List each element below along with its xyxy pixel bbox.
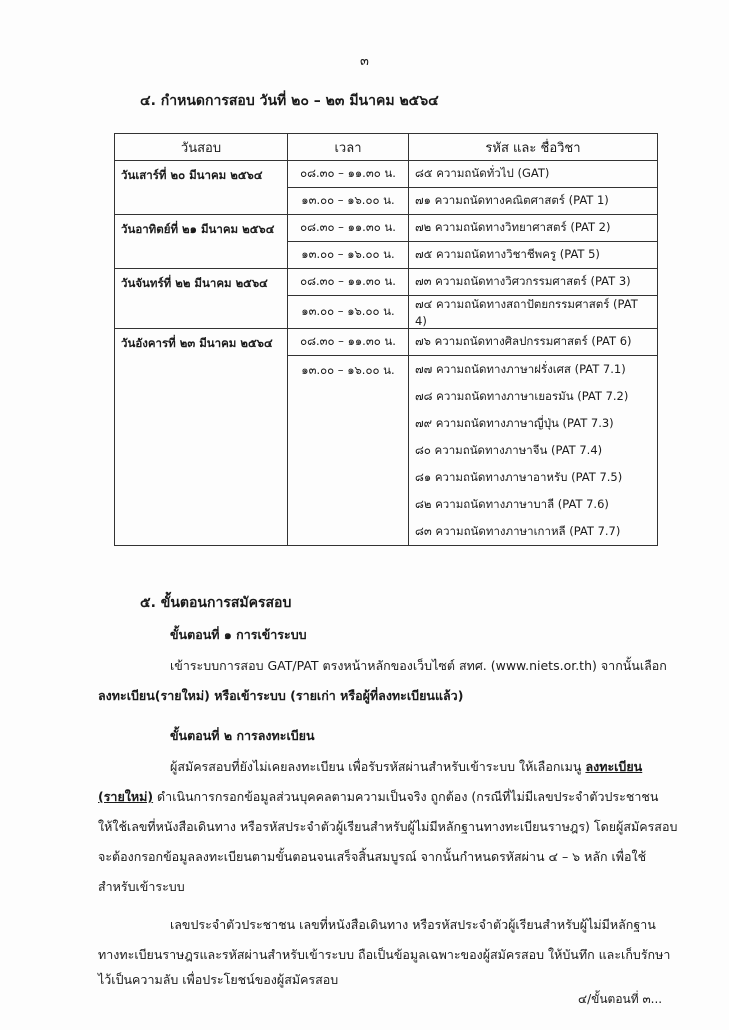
exam-time: ๑๓.๐๐ – ๑๖.๐๐ น. xyxy=(288,242,409,269)
exam-time: ๑๓.๐๐ – ๑๖.๐๐ น. xyxy=(288,296,409,329)
header-subject: รหัส และ ชื่อวิชา xyxy=(409,134,658,161)
exam-day: วันอาทิตย์ที่ ๒๑ มีนาคม ๒๕๖๔ xyxy=(115,215,288,269)
exam-subject: ๘๒ ความถนัดทางภาษาบาลี (PAT 7.6) xyxy=(415,497,609,511)
exam-time: ๐๘.๓๐ – ๑๑.๓๐ น. xyxy=(288,161,409,188)
step-2-para-2-line-1: เลขประจำตัวประชาชน เลขที่หนังสือเดินทาง หรือรหัสประจำตัวผู้เรียนสำหรับผู้ไม่มีหลักฐาน xyxy=(170,917,656,932)
step-1-line-1: เข้าระบบการสอบ GAT/PAT ตรงหน้าหลักของเว็บไซต์ สทศ. (www.niets.or.th) จากนั้นเลือก xyxy=(170,658,667,673)
page-footer: ๔/ขั้นตอนที่ ๓... xyxy=(578,992,663,1006)
exam-subject: ๗๒ ความถนัดทางวิทยาศาสตร์ (PAT 2) xyxy=(409,215,658,242)
step-2-text: ผู้สมัครสอบที่ยังไม่เคยลงทะเบียน เพื่อรับรหัสผ่านสำหรับเข้าระบบ ให้เลือกเมนู xyxy=(170,759,586,774)
exam-subject-list xyxy=(409,356,658,546)
table-header-row xyxy=(115,134,658,161)
step-1-title: ขั้นตอนที่ ๑ การเข้าระบบ xyxy=(170,627,307,642)
exam-time: ๐๘.๓๐ – ๑๑.๓๐ น. xyxy=(288,269,409,296)
step-2-para-1-line-4: จะต้องกรอกข้อมูลลงทะเบียนตามขั้นตอนจนเสร็จสิ้นสมบูรณ์ จากนั้นกำหนดรหัสผ่าน ๔ – ๖ หลัก เพื่อใช้ xyxy=(98,849,647,864)
step-2-para-2-line-3: ไว้เป็นความลับ เพื่อประโยชน์ของผู้สมัครสอบ xyxy=(98,972,339,987)
exam-subject: ๗๙ ความถนัดทางภาษาญี่ปุ่น (PAT 7.3) xyxy=(415,416,614,430)
exam-schedule-table xyxy=(114,133,658,546)
exam-time: ๑๓.๐๐ – ๑๖.๐๐ น. xyxy=(288,356,409,546)
exam-time: ๐๘.๓๐ – ๑๑.๓๐ น. xyxy=(288,329,409,356)
header-time: เวลา xyxy=(288,134,409,161)
step-2-para-2-line-2: ทางทะเบียนราษฎรและรหัสผ่านสำหรับเข้าระบบ ถือเป็นข้อมูลเฉพาะของผู้สมัครสอบ ให้บันทึก และเก็บรักษา xyxy=(98,947,671,962)
register-new-link-continued[interactable]: (รายใหม่) xyxy=(98,789,154,804)
exam-time: ๐๘.๓๐ – ๑๑.๓๐ น. xyxy=(288,215,409,242)
step-2-para-1-line-3: ให้ใช้เลขที่หนังสือเดินทาง หรือรหัสประจำตัวผู้เรียนสำหรับผู้ไม่มีหลักฐานทางทะเบียนราษฎร) โดยผู้สมัครสอบ xyxy=(98,819,678,834)
table-row xyxy=(115,269,658,296)
step-2-text: ดำเนินการกรอกข้อมูลส่วนบุคคลตามความเป็นจริง ถูกต้อง (กรณีที่ไม่มีเลขประจำตัวประชาชน xyxy=(153,789,659,804)
section-4-heading: ๔. กำหนดการสอบ วันที่ ๒๐ – ๒๓ มีนาคม ๒๕๖๔ xyxy=(140,93,439,109)
exam-subject: ๘๐ ความถนัดทางภาษาจีน (PAT 7.4) xyxy=(415,443,603,457)
table-row xyxy=(115,215,658,242)
table-row xyxy=(115,329,658,356)
step-2-title: ขั้นตอนที่ ๒ การลงทะเบียน xyxy=(170,728,315,743)
step-1-line-2: ลงทะเบียน(รายใหม่) หรือเข้าระบบ (รายเก่า หรือผู้ที่ลงทะเบียนแล้ว) xyxy=(98,688,464,703)
section-5-heading: ๕. ขั้นตอนการสมัครสอบ xyxy=(140,595,292,611)
exam-subject: ๗๖ ความถนัดทางศิลปกรรมศาสตร์ (PAT 6) xyxy=(409,329,658,356)
exam-time: ๑๓.๐๐ – ๑๖.๐๐ น. xyxy=(288,188,409,215)
exam-subject: ๗๑ ความถนัดทางคณิตศาสตร์ (PAT 1) xyxy=(409,188,658,215)
exam-day: วันอังคารที่ ๒๓ มีนาคม ๒๕๖๔ xyxy=(115,329,288,546)
exam-subject: ๘๕ ความถนัดทั่วไป (GAT) xyxy=(409,161,658,188)
step-2-para-1-line-5: สำหรับเข้าระบบ xyxy=(98,879,185,894)
register-new-link[interactable]: ลงทะเบียน xyxy=(585,759,643,774)
page-number: ๓ xyxy=(360,54,369,69)
exam-day: วันเสาร์ที่ ๒๐ มีนาคม ๒๕๖๔ xyxy=(115,161,288,215)
step-2-para-1-line-1 xyxy=(170,752,642,782)
exam-subject: ๗๓ ความถนัดทางวิศวกรรมศาสตร์ (PAT 3) xyxy=(409,269,658,296)
exam-subject: ๗๕ ความถนัดทางวิชาชีพครู (PAT 5) xyxy=(409,242,658,269)
exam-subject: ๘๓ ความถนัดทางภาษาเกาหลี (PAT 7.7) xyxy=(415,524,621,538)
table-row xyxy=(115,161,658,188)
exam-subject: ๗๔ ความถนัดทางสถาปัตยกรรมศาสตร์ (PAT 4) xyxy=(409,296,658,329)
step-2-para-1-line-2 xyxy=(98,782,658,812)
exam-subject: ๘๑ ความถนัดทางภาษาอาหรับ (PAT 7.5) xyxy=(415,470,623,484)
exam-day: วันจันทร์ที่ ๒๒ มีนาคม ๒๕๖๔ xyxy=(115,269,288,329)
exam-subject: ๗๘ ความถนัดทางภาษาเยอรมัน (PAT 7.2) xyxy=(415,389,629,403)
exam-subject: ๗๗ ความถนัดทางภาษาฝรั่งเศส (PAT 7.1) xyxy=(415,362,626,376)
header-exam-day: วันสอบ xyxy=(115,134,288,161)
